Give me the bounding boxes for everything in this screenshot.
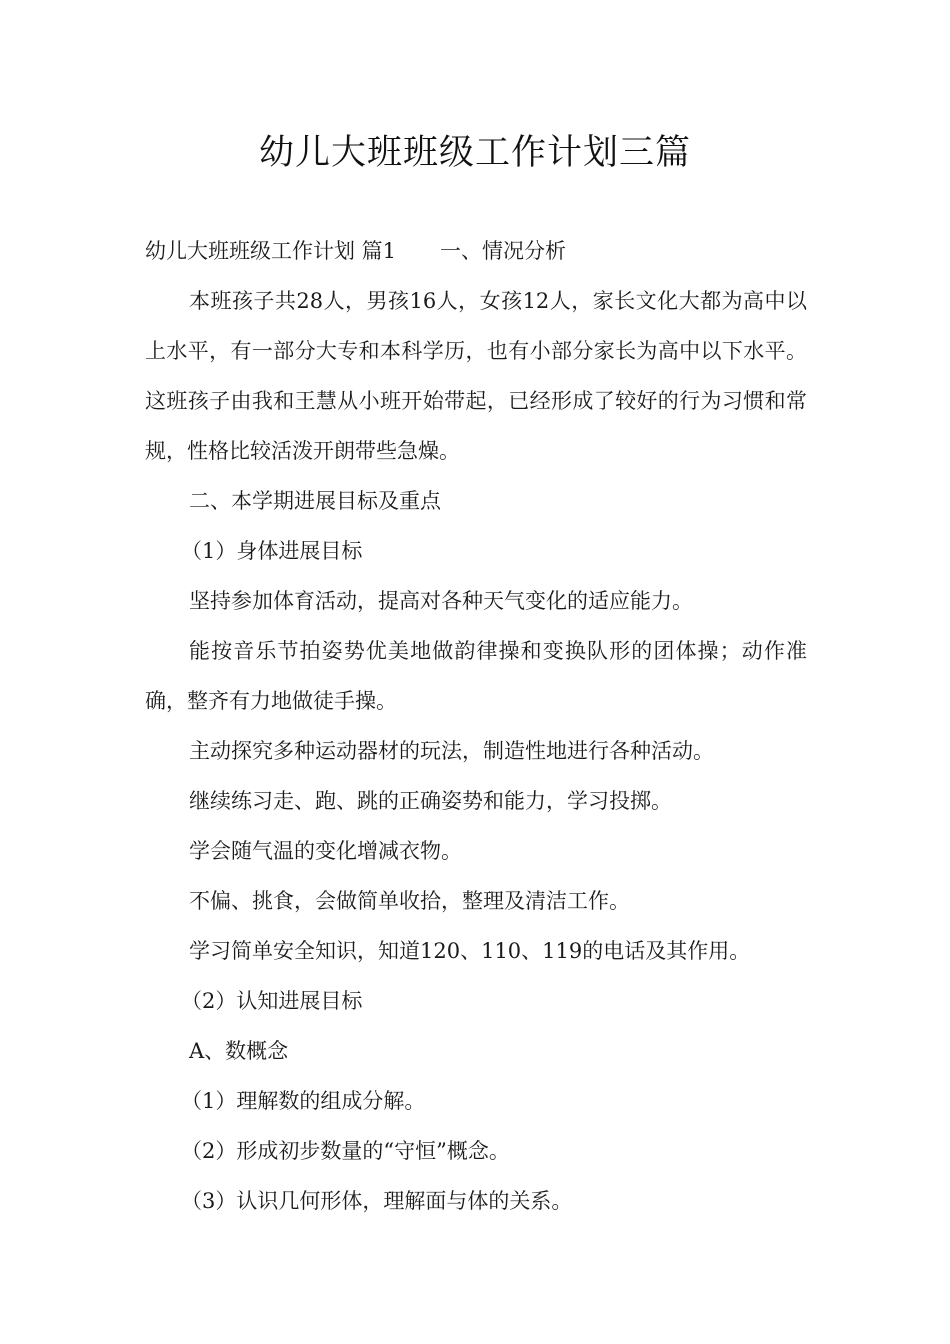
heading-number-concept: A、数概念 [189,1039,289,1063]
heading-goals: 二、本学期进展目标及重点 [189,489,441,513]
paragraph-physical-5: 学会随气温的变化增减衣物。 [189,839,462,863]
list-item-number-1: （1）理解数的组成分解。 [181,1089,426,1113]
section-heading: 幼儿大班班级工作计划 篇1 [145,239,397,263]
paragraph-physical-4: 继续练习走、跑、跳的正确姿势和能力，学习投掷。 [189,789,672,813]
paragraph-physical-3: 主动探究多种运动器材的玩法，制造性地进行各种活动。 [189,739,714,763]
heading-cognitive: （2）认知进展目标 [181,989,363,1013]
list-item-number-2: （2）形成初步数量的“守恒”概念。 [181,1139,510,1163]
paragraph-physical-2: 能按音乐节拍姿势优美地做韵律操和变换队形的团体操；动作准确，整齐有力地做徒手操。 [145,639,807,713]
paragraph-physical-1: 坚持参加体育活动，提高对各种天气变化的适应能力。 [189,589,693,613]
paragraph-physical-6: 不偏、挑食，会做简单收拾，整理及清洁工作。 [189,889,630,913]
section-heading-line [145,226,807,276]
document-title: 幼儿大班班级工作计划三篇 [258,133,691,173]
paragraph-situation: 本班孩子共28人，男孩16人，女孩12人，家长文化大都为高中以上水平，有一部分大专和本科学历，也有小部分家长为高中以下水平。这班孩子由我和王慧从小班开始带起，已经形成了较好的行为习惯和常规，性格比较活泼开朗带些急燥。 [145,289,807,463]
paragraph-physical-7: 学习简单安全知识，知道120、110、119的电话及其作用。 [189,939,751,963]
document-body [145,226,807,1226]
heading-physical: （1）身体进展目标 [181,539,363,563]
section-subheading: 一、情况分析 [440,239,567,263]
list-item-number-3: （3）认识几何形体，理解面与体的关系。 [181,1189,573,1213]
